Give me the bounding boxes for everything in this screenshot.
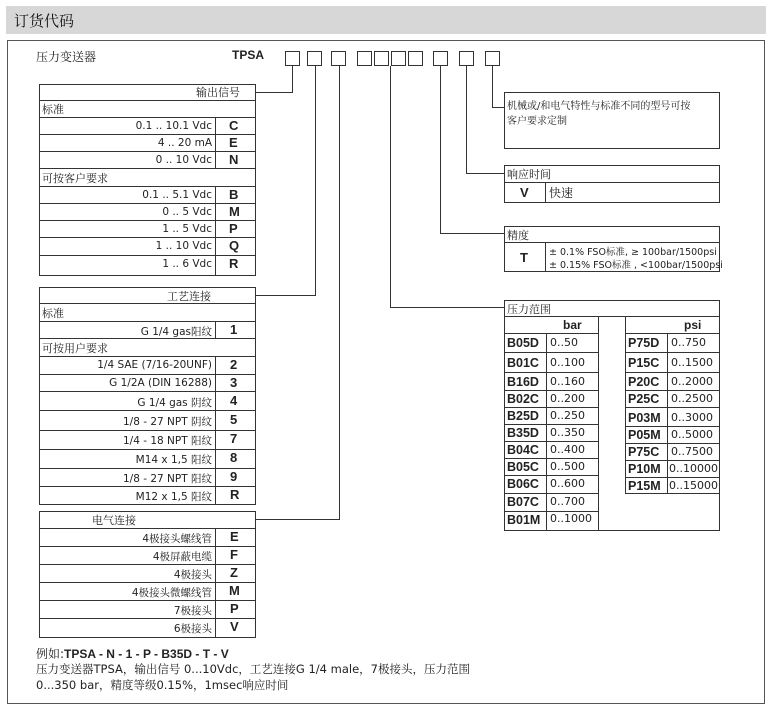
code-slot-accuracy [433,51,448,66]
divider [504,424,599,425]
psi-range-value: 0..7500 [671,445,713,458]
bar-range-code: B16D [507,375,539,389]
section-header [6,6,766,34]
bar-range-value: 0..500 [550,460,585,473]
bar-range-value: 0..400 [550,443,585,456]
divider [39,168,256,169]
option-code: V [230,619,239,634]
divider [504,475,599,476]
divider [625,426,720,427]
bar-range-value: 0..350 [550,426,585,439]
connector-line [466,66,467,174]
code-slot-response [459,51,474,66]
code-slot-output [285,51,300,66]
option-value: 1/8 - 27 NPT 阳纹 [123,473,212,485]
bar-range-code: B01C [507,356,539,370]
bar-range-code: B25D [507,409,539,423]
option-value: G 1/2A (DIN 16288) [109,377,212,389]
option-code: R [230,487,240,502]
response-time-code: V [520,185,529,200]
code-slot-range-1 [357,51,372,66]
divider [504,441,599,442]
bar-range-code: B35D [507,426,539,440]
divider [39,303,256,304]
bar-range-value: 0..200 [550,392,585,405]
divider [504,458,599,459]
electrical-connection-title: 电气连接 [92,514,136,527]
psi-range-value: 0..15000 [669,479,718,492]
connector-line [255,519,340,520]
connector-line [440,66,441,234]
bar-range-code: B01M [507,513,541,527]
product-model: TPSA [232,48,265,62]
option-code: 4 [230,393,238,408]
divider [39,600,256,601]
accuracy-line2: ± 0.15% FSO标准 , <100bar/1500psi [549,260,723,271]
divider [545,242,546,271]
option-value: 1 .. 10 Vdc [155,240,212,252]
option-value: 4极接头螺线管 [142,533,212,545]
option-code: E [230,529,239,544]
divider [625,390,720,391]
option-code: C [229,118,239,133]
connector-line [492,107,504,108]
option-code: Z [230,565,238,580]
option-value: 1 .. 5 Vdc [162,223,212,235]
option-value: 0.1 .. 5.1 Vdc [142,189,212,201]
group-label-custom: 可按用户要求 [42,342,108,355]
response-time-value: 快速 [549,186,574,200]
response-time-title: 响应时间 [507,168,551,181]
example-line [36,645,229,662]
divider [625,460,720,461]
divider [546,333,547,530]
group-label-standard: 标准 [42,307,64,320]
divider [625,477,720,478]
divider [39,151,256,152]
bar-range-value: 0..250 [550,409,585,422]
psi-range-value: 0..750 [671,336,706,349]
divider [39,100,256,101]
option-code: P [229,221,238,236]
psi-range-code: P05M [628,428,661,442]
option-code: 5 [230,412,238,427]
option-value: 1/4 SAE (7/16-20UNF) [97,359,212,371]
connector-line [440,233,504,234]
divider [39,582,256,583]
option-code: 3 [230,375,238,390]
option-code: P [230,601,239,616]
option-value: 4极接头 [173,569,212,581]
option-value: 1 .. 6 Vdc [162,258,212,270]
option-code: 8 [230,450,238,465]
group-label-standard: 标准 [42,103,64,116]
divider [39,410,256,411]
divider [39,134,256,135]
divider [39,618,256,619]
connector-line [390,307,504,308]
bar-range-value: 0..100 [550,356,585,369]
example-description-2: 0...350 bar，精度等级0.15%，1msec响应时间 [36,678,289,692]
option-value: 4 .. 20 mA [157,137,212,149]
bar-range-code: B02C [507,392,539,406]
option-value: 4极屏蔽电缆 [152,551,212,563]
divider [39,237,256,238]
code-slot-range-4 [408,51,423,66]
psi-range-value: 0..10000 [669,462,718,475]
option-code: R [229,256,239,271]
connector-line [390,66,391,308]
connector-line [255,92,293,93]
section-title: 订货代码 [14,12,75,30]
psi-range-code: P15M [628,479,661,493]
option-code: 9 [230,469,238,484]
option-code: 7 [230,431,238,446]
divider [504,493,599,494]
divider [215,528,216,637]
product-name: 压力变送器 [36,50,97,64]
psi-range-code: P25C [628,392,660,406]
example-prefix: 例如: [36,647,65,661]
option-code: M [229,204,240,219]
connector-line [339,66,340,520]
option-code: E [229,135,238,150]
divider [504,372,599,373]
option-value: G 1/4 gas阳纹 [140,326,212,338]
option-code: M [229,583,240,598]
option-value: M14 x 1,5 阳纹 [135,454,212,466]
option-value: G 1/4 gas 阴纹 [137,397,212,409]
code-slot-electrical [331,51,346,66]
psi-range-value: 0..2500 [671,392,713,405]
connector-line [315,66,316,296]
divider [39,220,256,221]
divider [39,374,256,375]
divider [39,564,256,565]
psi-header: psi [684,318,702,332]
psi-range-value: 0..1500 [671,356,713,369]
divider [39,356,256,357]
option-code: 2 [230,357,238,372]
divider [504,242,720,243]
divider [215,186,216,275]
bar-range-code: B07C [507,495,539,509]
option-value: 4极接头微螺线管 [131,587,212,599]
divider [625,333,720,334]
psi-range-value: 0..5000 [671,428,713,441]
divider [39,203,256,204]
divider [625,407,720,408]
divider [215,321,216,338]
bar-range-code: B05D [507,336,539,350]
connector-line [492,66,493,108]
psi-range-code: P03M [628,411,661,425]
option-code: Q [229,238,240,253]
connector-line [292,66,293,93]
divider [39,255,256,256]
option-value: 6极接头 [173,623,212,635]
divider [39,528,256,529]
bar-range-code: B04C [507,443,539,457]
psi-range-code: P15C [628,356,660,370]
code-slot-special [485,51,500,66]
divider [39,468,256,469]
option-code: B [229,187,239,202]
divider [215,356,216,504]
divider [667,333,668,493]
example-code: TPSA - N - 1 - P - B35D - T - V [64,647,229,661]
accuracy-code: T [520,250,528,265]
psi-range-code: P75D [628,336,660,350]
accuracy-title: 精度 [507,229,529,242]
bar-range-value: 0..1000 [550,512,592,525]
divider [625,352,720,353]
divider [504,333,599,334]
bar-range-value: 0..160 [550,375,585,388]
option-value: 1/4 - 18 NPT 阳纹 [123,435,212,447]
option-code: 1 [230,322,238,337]
code-slot-range-3 [391,51,406,66]
divider [625,443,720,444]
divider [545,182,546,202]
connector-line [466,173,504,174]
option-value: 0.1 .. 10.1 Vdc [135,120,212,132]
option-value: 0 .. 5 Vdc [162,206,212,218]
psi-range-code: P10M [628,462,661,476]
option-value: 0 .. 10 Vdc [155,154,212,166]
bar-range-code: B06C [507,477,539,491]
psi-range-code: P20C [628,375,660,389]
option-value: 1/8 - 27 NPT 阴纹 [123,416,212,428]
process-connection-title: 工艺连接 [167,290,211,303]
pressure-range-title: 压力范围 [507,303,551,316]
accuracy-line1: ± 0.1% FSO标准, ≥ 100bar/1500psi [549,247,717,258]
special-versions-line1: 机械或/和电气特性与标准不同的型号可按 [507,101,691,112]
option-code: F [230,547,238,562]
example-description-1: 压力变送器TPSA，输出信号 0...10Vdc，工艺连接G 1/4 male，7极接头，压力范围 [36,662,470,676]
code-slot-range-2 [374,51,389,66]
divider [215,117,216,168]
divider [39,430,256,431]
option-code: N [229,152,239,167]
divider [39,546,256,547]
psi-range-value: 0..3000 [671,411,713,424]
divider [504,407,599,408]
divider [39,449,256,450]
group-label-custom: 可按客户要求 [42,172,108,185]
divider [504,182,720,183]
psi-range-code: P75C [628,445,660,459]
special-versions-line2: 客户要求定制 [507,116,567,127]
bar-range-value: 0..50 [550,336,578,349]
divider [504,390,599,391]
option-value: 7极接头 [173,605,212,617]
divider [39,391,256,392]
bar-range-code: B05C [507,460,539,474]
divider [625,372,720,373]
divider [504,352,599,353]
output-signal-title: 输出信号 [196,86,240,99]
option-value: M12 x 1,5 阳纹 [135,491,212,503]
divider [39,186,256,187]
bar-range-value: 0..700 [550,495,585,508]
bar-header: bar [563,318,582,332]
connector-line [255,295,316,296]
code-slot-process [307,51,322,66]
divider [39,117,256,118]
divider [39,486,256,487]
bar-range-value: 0..600 [550,477,585,490]
divider [39,321,256,322]
psi-range-value: 0..2000 [671,375,713,388]
